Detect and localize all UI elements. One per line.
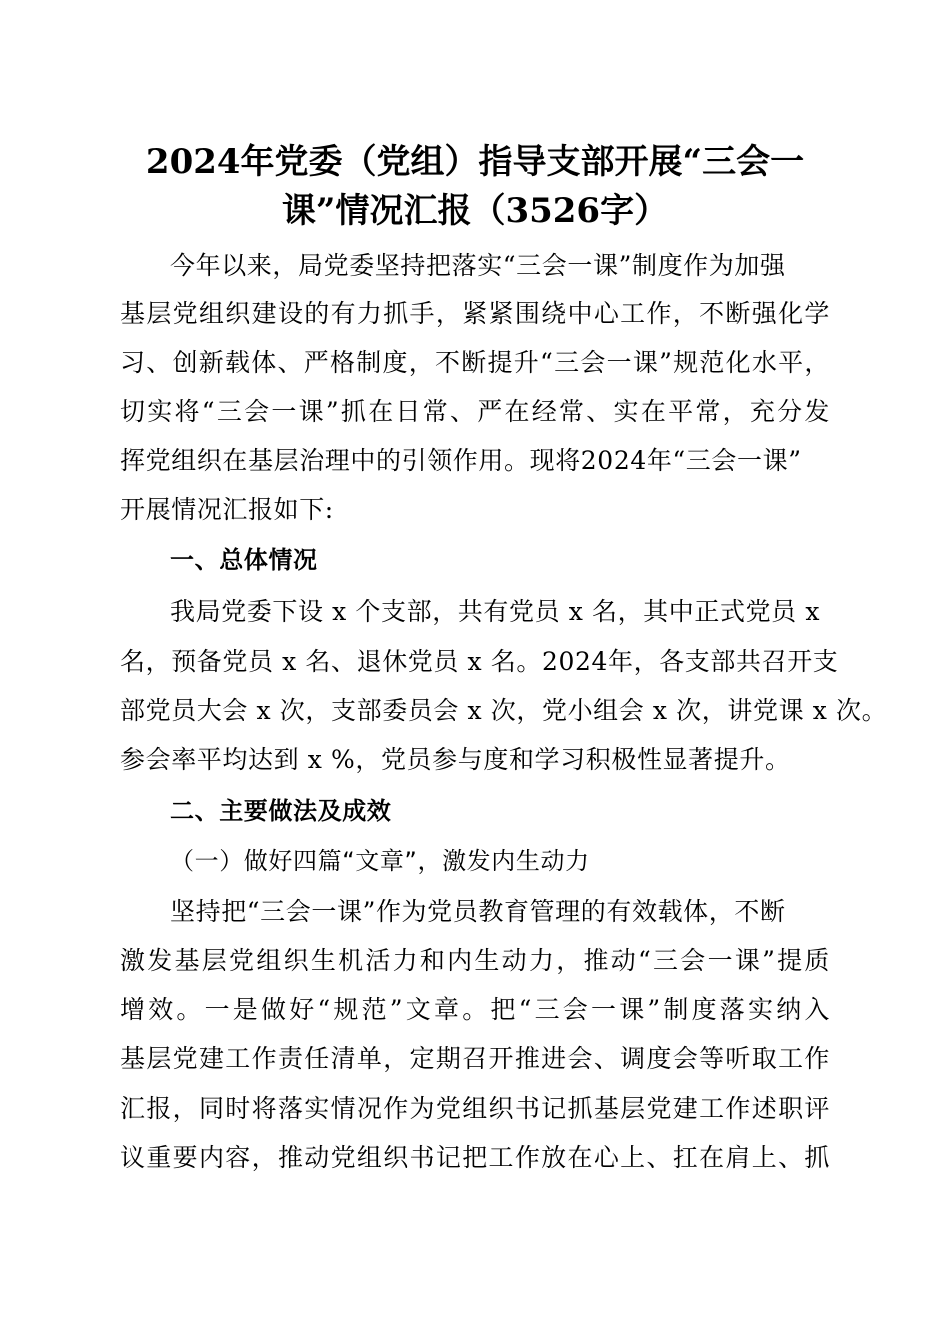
document-title-line-1: 2024年党委（党组）指导支部开展“三会一 xyxy=(145,142,805,182)
paragraph-1-line-2: 基层党组织建设的有力抓手，紧紧围绕中心工作，不断强化学 xyxy=(120,299,830,328)
paragraph-1-line-4: 切实将“三会一课”抓在日常、严在经常、实在平常，充分发 xyxy=(120,397,830,426)
paragraph-1-line-3: 习、创新载体、严格制度，不断提升“三会一课”规范化水平， xyxy=(120,348,830,377)
paragraph-2-line-1: 我局党委下设 x 个支部，共有党员 x 名，其中正式党员 x xyxy=(170,597,821,626)
paragraph-3-line-5: 汇报，同时将落实情况作为党组织书记抓基层党建工作述职评 xyxy=(120,1094,830,1123)
document-title-line-2: 课”情况汇报（3526字） xyxy=(281,191,669,231)
section-heading-practices: 二、主要做法及成效 xyxy=(170,797,392,825)
section-heading-overview: 一、总体情况 xyxy=(170,546,318,574)
subsection-heading-1: （一）做好四篇“文章”，激发内生动力 xyxy=(170,847,590,875)
paragraph-1-line-1: 今年以来，局党委坚持把落实“三会一课”制度作为加强 xyxy=(170,251,786,280)
paragraph-3-line-6: 议重要内容，推动党组织书记把工作放在心上、扛在肩上、抓 xyxy=(120,1143,830,1172)
paragraph-3-line-2: 激发基层党组织生机活力和内生动力，推动“三会一课”提质 xyxy=(120,946,830,975)
paragraph-1-line-6: 开展情况汇报如下: xyxy=(120,495,334,524)
paragraph-1-line-5: 挥党组织在基层治理中的引领作用。现将2024年“三会一课” xyxy=(120,446,802,475)
paragraph-2-line-4: 参会率平均达到 x %，党员参与度和学习积极性显著提升。 xyxy=(120,745,791,774)
paragraph-3-line-3: 增效。一是做好“规范”文章。把“三会一课”制度落实纳入 xyxy=(120,995,830,1024)
paragraph-3-line-4: 基层党建工作责任清单，定期召开推进会、调度会等听取工作 xyxy=(120,1044,830,1073)
paragraph-3-line-1: 坚持把“三会一课”作为党员教育管理的有效载体，不断 xyxy=(170,897,786,926)
paragraph-2-line-2: 名，预备党员 x 名、退休党员 x 名。2024年，各支部共召开支 xyxy=(120,647,839,676)
paragraph-2-line-3: 部党员大会 x 次，支部委员会 x 次，党小组会 x 次，讲党课 x 次。 xyxy=(120,696,888,725)
